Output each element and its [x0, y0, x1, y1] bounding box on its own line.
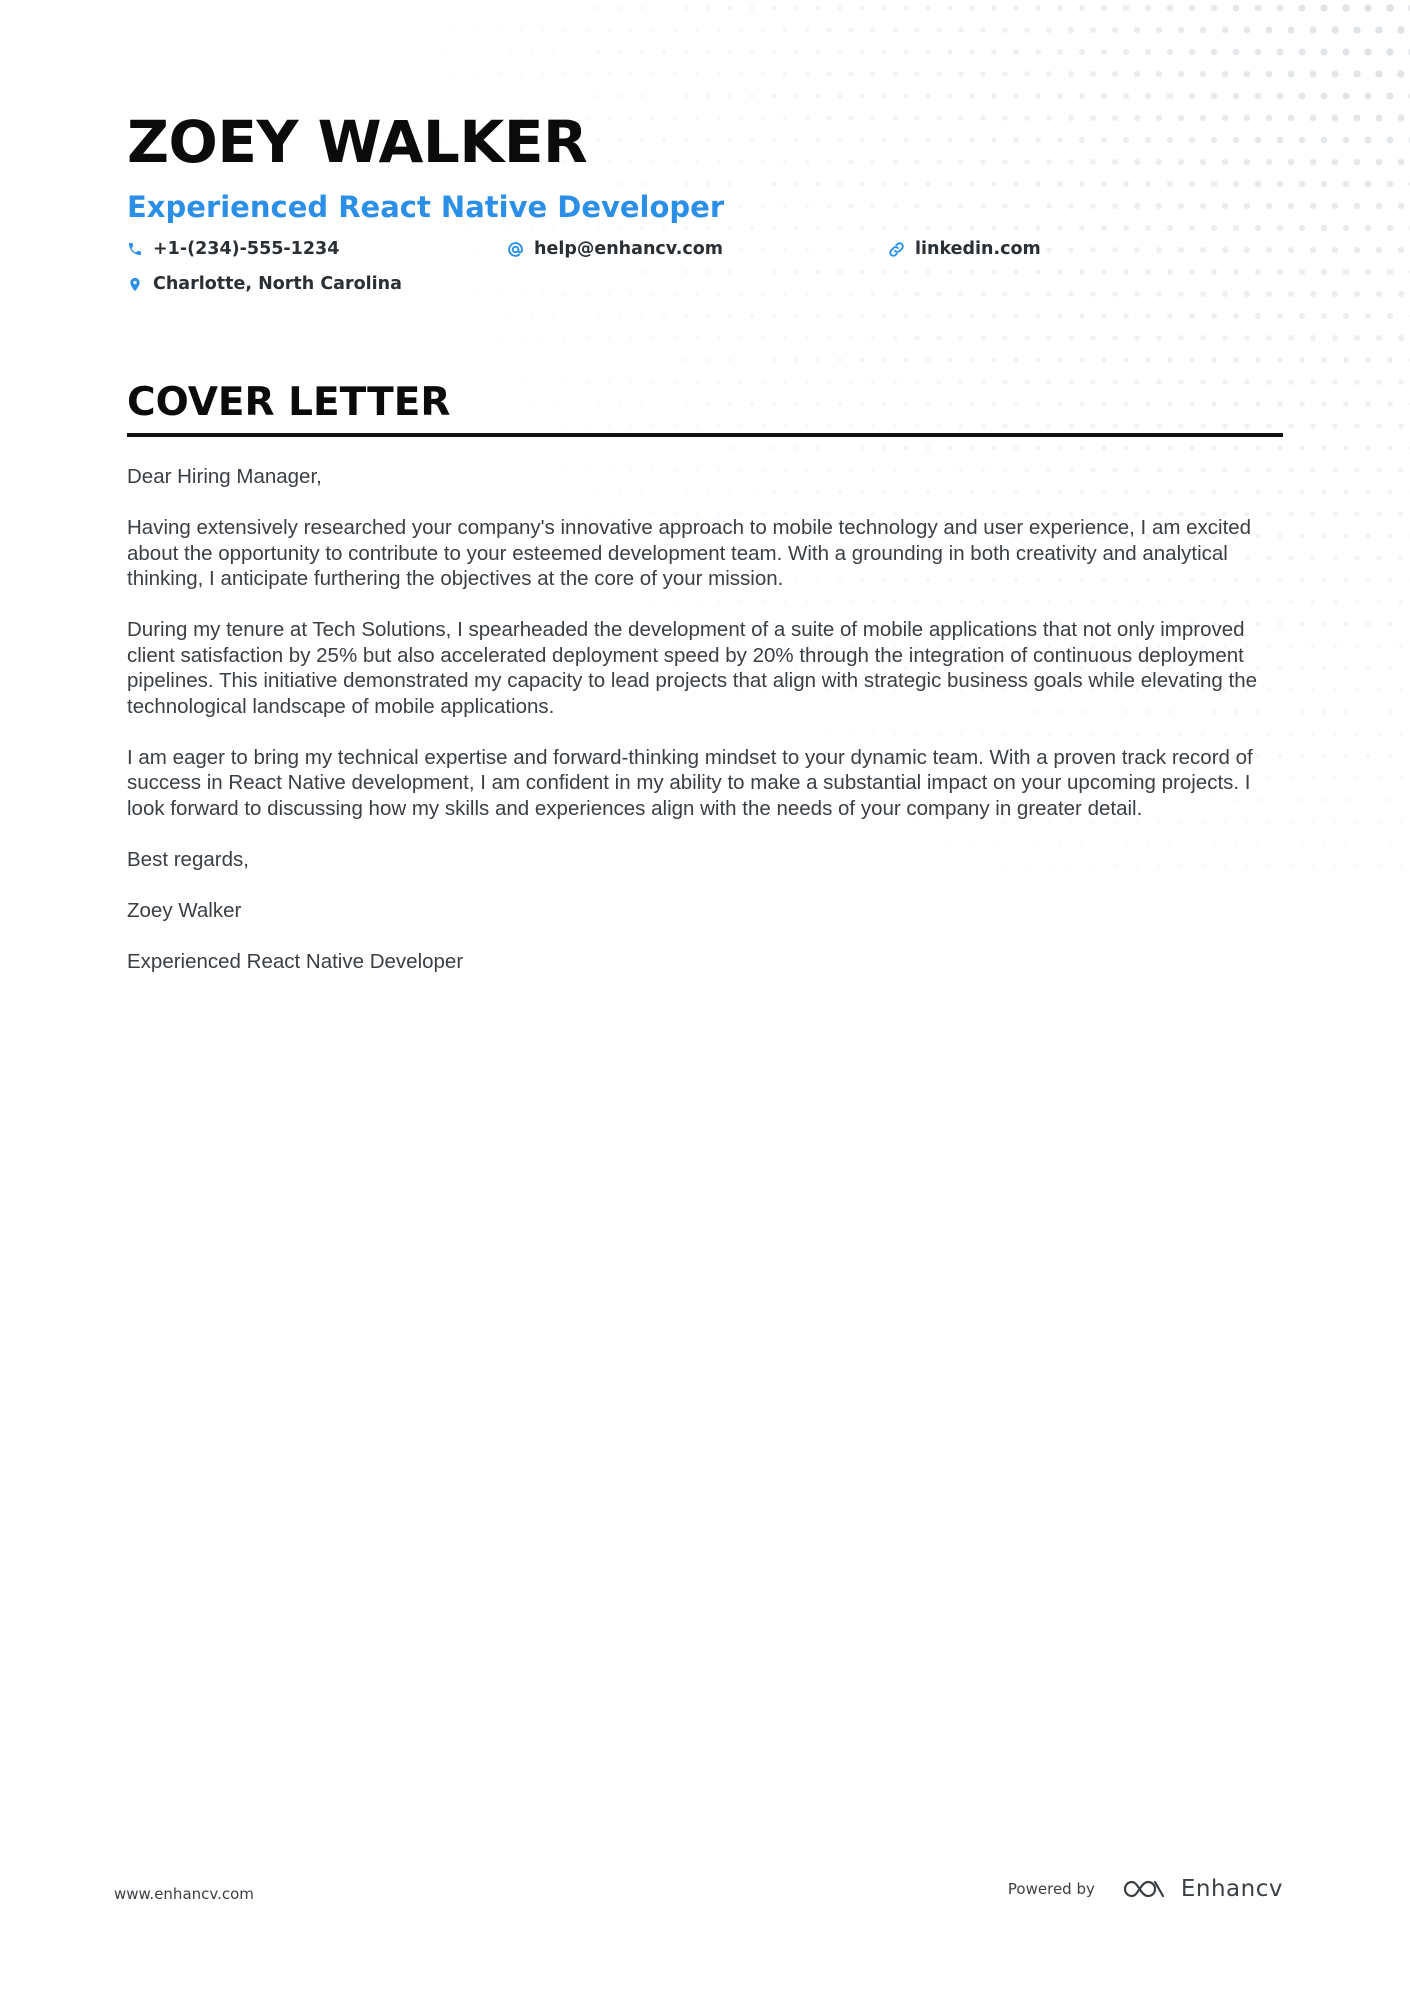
- letter-closing: Best regards,: [127, 847, 249, 871]
- section-title: COVER LETTER: [127, 380, 451, 425]
- contact-email[interactable]: [507, 239, 723, 259]
- location-pin-icon: [127, 276, 143, 293]
- contact-linkedin[interactable]: [888, 239, 1041, 259]
- letter-greeting: Dear Hiring Manager,: [127, 465, 322, 488]
- location-text: Charlotte, North Carolina: [153, 274, 402, 294]
- candidate-name: ZOEY WALKER: [127, 108, 588, 176]
- signature-title: Experienced React Native Developer: [127, 949, 464, 973]
- linkedin-link[interactable]: linkedin.com: [915, 239, 1041, 259]
- letter-paragraph: I am eager to bring my technical expertise and forward-thinking mindset to your dynamic team. With a proven track record of success in React Native development, I am confident in my ability to make a substantial impact on your upcoming projects. I look forward to discussing how my skills and experiences align with the needs of your company in greater detail.: [127, 745, 1253, 820]
- letter-body: [127, 464, 1283, 1000]
- enhancv-brand-name: Enhancv: [1180, 1876, 1283, 1902]
- footer-branding[interactable]: [1008, 1876, 1283, 1902]
- at-icon: [507, 241, 524, 258]
- email-address[interactable]: help@enhancv.com: [534, 239, 724, 259]
- footer-website-link[interactable]: www.enhancv.com: [114, 1885, 254, 1903]
- candidate-title: Experienced React Native Developer: [127, 190, 725, 224]
- section-divider: [127, 433, 1283, 437]
- powered-by-label: Powered by: [1007, 1880, 1095, 1898]
- contact-phone: [127, 239, 339, 259]
- enhancv-logo-icon: [1121, 1877, 1167, 1901]
- link-icon: [888, 241, 905, 258]
- phone-icon: [127, 241, 143, 257]
- letter-paragraph: During my tenure at Tech Solutions, I spearheaded the development of a suite of mobile applications that not only improved client satisfaction by 25% but also accelerated deployment speed by 20% through the integration of continuous deployment pipelines. This initiative demonstrated my capacity to lead projects that align with strategic business goals while elevating the technological landscape of mobile applications.: [127, 618, 1258, 718]
- contact-location: [127, 274, 402, 294]
- signature-name: Zoey Walker: [127, 898, 242, 922]
- letter-paragraph: Having extensively researched your company's innovative approach to mobile technology and user experience, I am excited about the opportunity to contribute to your esteemed development team. With a grounding in both creativity and analytical thinking, I anticipate furthering the objectives at the core of your mission.: [127, 516, 1252, 590]
- phone-number: +1-(234)-555-1234: [153, 239, 340, 259]
